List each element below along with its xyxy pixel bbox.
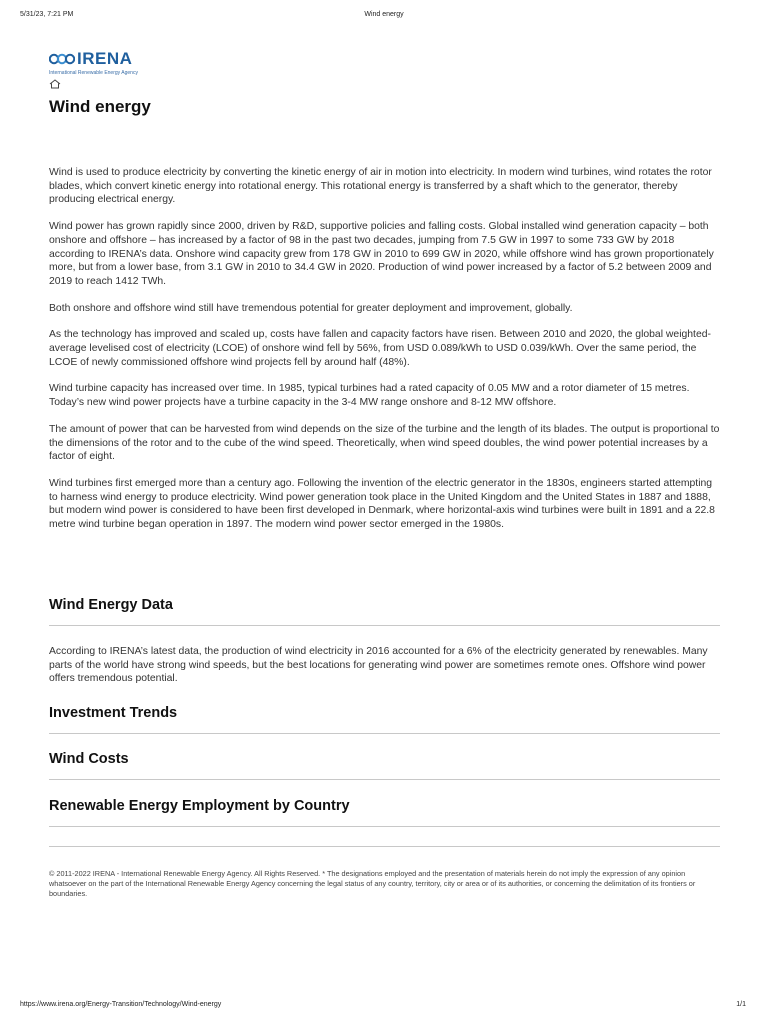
print-title: Wind energy bbox=[364, 11, 404, 18]
intro-paragraph: Both onshore and offshore wind still have tremendous potential for greater deployment and improvement, globally. bbox=[49, 302, 573, 314]
section-heading-investment-trends[interactable]: Investment Trends bbox=[49, 705, 178, 721]
section-heading-wind-costs[interactable]: Wind Costs bbox=[49, 751, 129, 767]
intro-paragraph: Wind turbines first emerged more than a century ago. Following the invention of the electric generator in the 1830s, engineers started attempting to harness wind energy to produce electricity. Wind power generation took place in the United Kingdom and the United States in 1887 and 1888, but modern wind power is considered to have been first developed in Denmark, where horizontal-axis wind turbines were built in 1891 and a 22.8 metre wind turbine began operation in 1897. The modern wind power sector emerged in the 1980s. bbox=[49, 477, 715, 531]
print-page-number: 1/1 bbox=[736, 1001, 746, 1008]
intro-content bbox=[49, 166, 721, 545]
print-url: https://www.irena.org/Energy-Transition/Technology/Wind-energy bbox=[20, 1001, 222, 1008]
intro-paragraph: Wind turbine capacity has increased over time. In 1985, typical turbines had a rated capacity of 0.05 MW and a rotor diameter of 15 metres. Today’s new wind power projects have a turbine capacity in the 3-4 MW range onshore and 8-12 MW offshore. bbox=[49, 383, 690, 409]
print-datetime: 5/31/23, 7:21 PM bbox=[20, 11, 74, 18]
section-divider bbox=[49, 625, 720, 626]
section-divider bbox=[49, 733, 720, 734]
wind-energy-data-paragraph: According to IRENA’s latest data, the production of wind electricity in 2016 accounted for a 6% of the electricity generated by renewables. Many parts of the world have strong wind speeds, but the best locations for generating wind power are sometimes remote ones. Offshore wind power offers tremendous potential. bbox=[49, 646, 708, 685]
home-icon[interactable] bbox=[49, 79, 61, 89]
section-divider bbox=[49, 779, 720, 780]
footer-divider bbox=[49, 846, 720, 847]
page-title: Wind energy bbox=[49, 97, 151, 116]
section-heading-wind-energy-data[interactable]: Wind Energy Data bbox=[49, 597, 173, 613]
intro-paragraph: Wind power has grown rapidly since 2000, driven by R&D, supportive policies and falling costs. Global installed wind generation capacity – both onshore and offshore – has increased by a factor of 98 in the past two decades, jumping from 7.5 GW in 1997 to some 733 GW by 2018 according to IRENA’s data. Onshore wind capacity grew from 178 GW in 2010 to 699 GW in 2020, while offshore wind has grown proportionately more, but from a lower base, from 3.1 GW in 2010 to 34.4 GW in 2020. Production of wind power increased by a factor of 5.2 between 2009 and 2019 to reach 1412 TWh. bbox=[49, 221, 714, 287]
intro-paragraph: The amount of power that can be harvested from wind depends on the size of the turbine and the length of its blades. The output is proportional to the dimensions of the rotor and to the cube of the wind speed. Theoretically, when wind speed doubles, the wind power potential increases by a factor of eight. bbox=[49, 423, 720, 463]
section-heading-employment[interactable]: Renewable Energy Employment by Country bbox=[49, 798, 350, 814]
section-divider bbox=[49, 826, 720, 827]
irena-logo-mark-icon bbox=[49, 51, 75, 67]
footer-legal-note: © 2011-2022 IRENA - International Renewable Energy Agency. All Rights Reserved. * The designations employed and the presentation of materials herein do not imply the expression of any opinion whatsoever on the part of the International Renewable Energy Agency concerning the legal status of any country, territory, city or area or of its authorities, or concerning the delimitation of its frontiers or boundaries. bbox=[49, 869, 696, 899]
irena-logo[interactable] bbox=[49, 50, 159, 90]
logo-wordmark: IRENA bbox=[77, 49, 133, 68]
logo-subtitle: International Renewable Energy Agency bbox=[49, 70, 138, 76]
print-header bbox=[0, 11, 768, 23]
intro-paragraph: Wind is used to produce electricity by converting the kinetic energy of air in motion into electricity. In modern wind turbines, wind rotates the rotor blades, which convert kinetic energy into rotational energy. This rotational energy is transferred by a shaft which to the generator, thereby producing electrical energy. bbox=[49, 167, 712, 206]
intro-paragraph: As the technology has improved and scaled up, costs have fallen and capacity factors have risen. Between 2010 and 2020, the global weighted-average levelised cost of electricity (LCOE) of onshore wind fell by 56%, from USD 0.089/kWh to USD 0.039/kWh. Over the same period, the LCOE of newly commissioned offshore wind projects fell by around half (48%). bbox=[49, 329, 711, 368]
print-footer bbox=[0, 1001, 768, 1013]
